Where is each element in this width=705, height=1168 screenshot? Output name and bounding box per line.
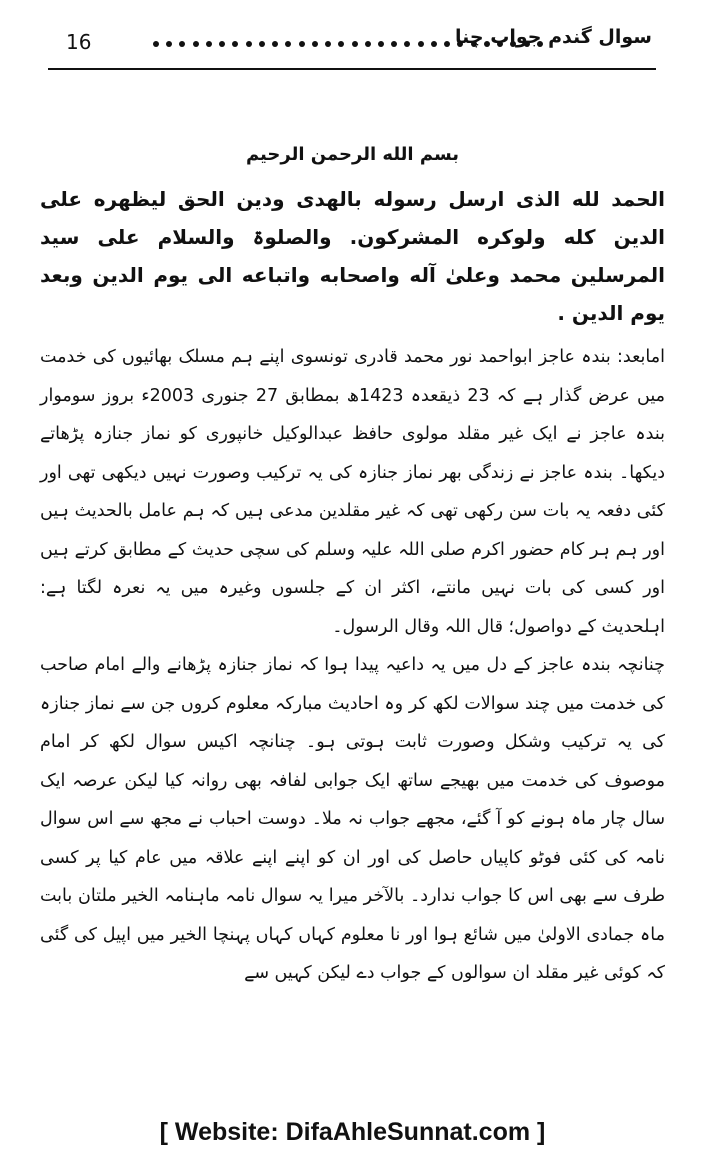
bismillah-heading: بسم الله الرحمن الرحیم [245, 144, 460, 165]
header-rule [48, 68, 656, 70]
arabic-invocation: الحمد لله الذی ارسل رسوله بالهدی ودین الحق لیظهره علی الدین کله ولوکره المشرکون. والصلوۃ والسلام علی سید المرسلین محمد وعلیٰ آله واصحابه واتباعه الی یوم الدین وبعد یوم الدین . [40, 187, 665, 325]
paragraph-chunancha: چنانچہ بندہ عاجز کے دل میں یہ داعیہ پیدا ہوا کہ نماز جنازہ پڑھانے والے امام صاحب کی خدمت میں چند سوالات لکھ کر وہ احادیث مبارکہ معلوم کروں جن سے نماز جنازہ کی یہ ترکیب وشکل وصورت ثابت ہوتی ہو۔ چنانچہ اکیس سوال لکھ کر امام موصوف کی خدمت میں بھیجے ساتھ ایک جوابی لفافہ بھی روانہ کیا لیکن عرصہ ایک سال چار ماہ ہونے کو آ گئے، مجھے جواب نہ ملا۔ دوست احباب نے مجھ سے اس سوال نامہ کی کئی فوٹو کاپیاں حاصل کی اور ان کو اپنے اپنے علاقہ میں عام کیا پر کسی طرف سے بھی اس کا جواب ندارد۔ بالآخر میرا یہ سوال نامہ ماہنامہ الخیر ملتان بابت ماہ جمادی الاولیٰ میں شائع ہوا اور نا معلوم کہاں کہاں پہنچا الخیر میں اپیل کی گئی کہ کوئی غیر مقلد ان سوالوں کے جواب دے لیکن کہیں سے [40, 655, 665, 983]
page-number: 16 [66, 30, 92, 54]
book-title: سوال گندم جواب چنا [455, 26, 652, 48]
page-content [40, 140, 665, 993]
page-header [48, 26, 656, 72]
paragraph-amma-baad: امابعد: بندہ عاجز ابواحمد نور محمد قادری تونسوی اپنے ہم مسلک بھائیوں کی خدمت میں عرض گذار ہے کہ 23 ذیقعدہ 1423ھ بمطابق 27 جنوری 2003ء بروز سوموار بندہ عاجز نے ایک غیر مقلد مولوی حافظ عبدالوکیل خانپوری کو نماز جنازہ پڑھاتے دیکھا۔ بندہ عاجز نے زندگی بھر نماز جنازہ کی یہ ترکیب وصورت نہیں دیکھی تھی اور کئی دفعہ یہ بات سن رکھی تھی کہ غیر مقلدین مدعی ہیں کہ ہم عامل بالحدیث ہیں اور ہم ہر کام حضور اکرم صلی اللہ علیہ وسلم کی سچی حدیث کے مطابق کرتے ہیں اور کسی کی بات نہیں مانتے، اکثر ان کے جلسوں وغیرہ میں یہ نعرہ لگتا ہے: اہلحدیث کے دواصول؛ قال اللہ وقال الرسول۔ [40, 347, 666, 637]
website-footer: [ Website: DifaAhleSunnat.com ] [159, 1118, 546, 1146]
